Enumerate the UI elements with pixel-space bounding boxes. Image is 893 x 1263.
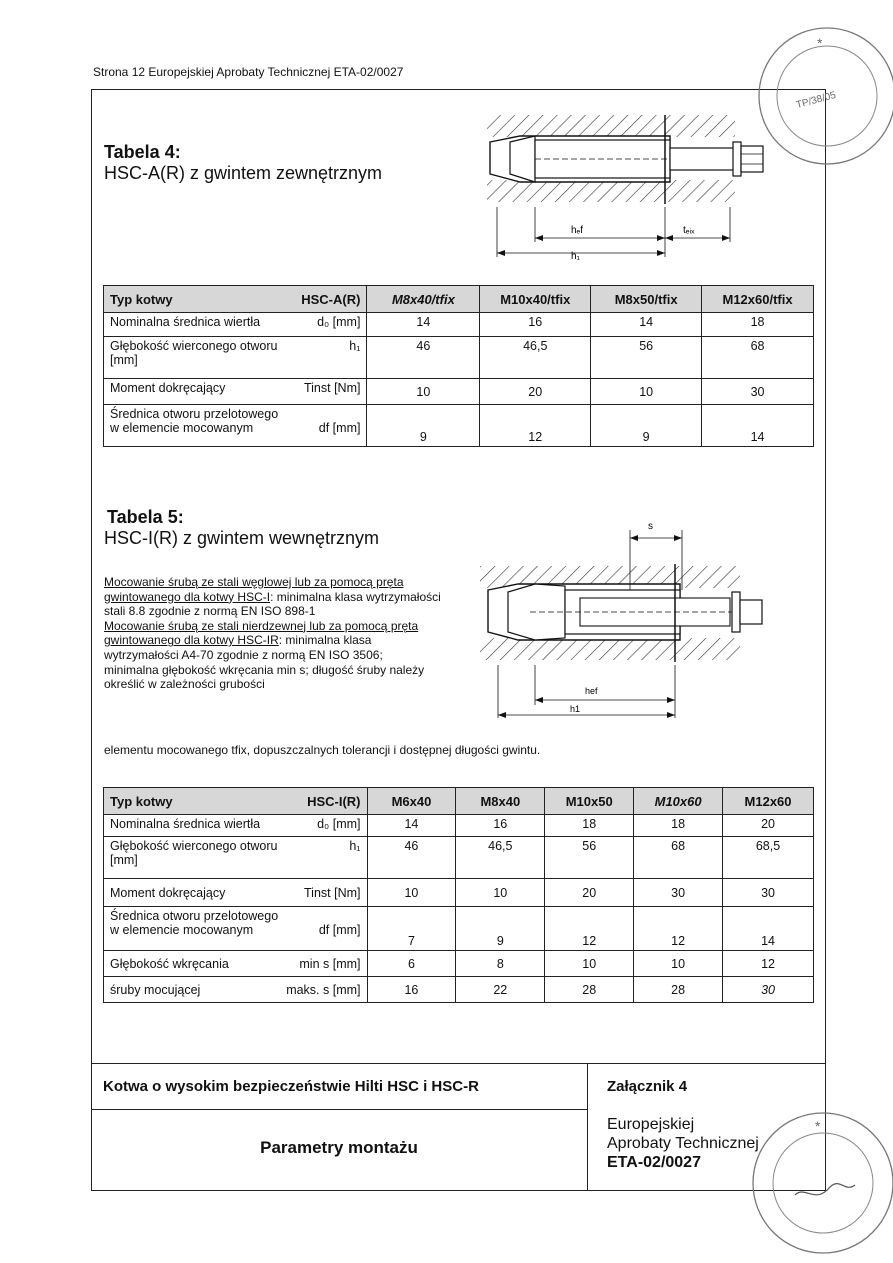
table-row: Głębokość wierconego otworu h₁ [mm] 46 46,5 56 68 68,5 bbox=[104, 837, 814, 879]
signature-icon bbox=[795, 1184, 855, 1195]
table5-subtitle: HSC-I(R) z gwintem wewnętrznym bbox=[104, 528, 380, 548]
table5-col: M8x40 bbox=[456, 788, 545, 815]
footer-vertical-divider bbox=[587, 1063, 588, 1191]
table5-col: M10x60 bbox=[634, 788, 723, 815]
diagram-h1-label: h₁ bbox=[571, 251, 580, 262]
hsc-a-diagram bbox=[475, 112, 775, 262]
table4-header-row bbox=[104, 286, 814, 313]
page-header: Strona 12 Europejskiej Aprobaty Technicznej ETA-02/0027 bbox=[93, 65, 404, 79]
table4-col: M10x40/tfix bbox=[480, 286, 591, 313]
table4 bbox=[103, 285, 814, 447]
table5 bbox=[103, 787, 814, 1003]
table-row: Nominalna średnica wiertła d₀ [mm] 14 16 14 18 bbox=[104, 313, 814, 337]
table-row: Moment dokręcający Tinst [Nm] 10 10 20 30 30 bbox=[104, 879, 814, 907]
footer-horizontal-divider bbox=[91, 1109, 587, 1110]
table5-header-row bbox=[104, 788, 814, 815]
table5-col: M10x50 bbox=[545, 788, 634, 815]
svg-text:*: * bbox=[815, 1118, 821, 1134]
table4-col: M8x50/tfix bbox=[591, 286, 702, 313]
table4-col: M12x60/tfix bbox=[702, 286, 814, 313]
table-row: Głębokość wierconego otworu h₁ [mm] 46 46,5 56 68 bbox=[104, 337, 814, 379]
table5-col: M6x40 bbox=[367, 788, 456, 815]
table5-note: Mocowanie śrubą ze stali węglowej lub za pomocą pręta gwintowanego dla kotwy HSC-I: minimalna klasa wytrzymałości stali 8.8 zgodnie z normą EN ISO 898-1 Mocowanie śrubą ze stali nierdzewnej lub za pomocą pręta gwintowanego dla kotwy HSC-IR: minimalna klasa wytrzymałości A4-70 zgodnie z normą EN ISO 3506; minimalna głębokość wkręcania min s; długość śruby należy określić w zależności grubości bbox=[104, 575, 441, 692]
diagram-s-label: s bbox=[648, 521, 653, 532]
table4-header-type: Typ kotwy HSC-A(R) bbox=[104, 286, 367, 313]
table-row: Nominalna średnica wiertła d₀ [mm] 14 16 18 18 20 bbox=[104, 815, 814, 837]
table4-subtitle: HSC-A(R) z gwintem zewnętrznym bbox=[104, 163, 383, 183]
table-row: Średnica otworu przelotowego w elemencie mocowanym df [mm] 9 12 9 14 bbox=[104, 405, 814, 447]
table-row: Średnica otworu przelotowego w elemencie mocowanym df [mm] 7 9 12 12 14 bbox=[104, 907, 814, 951]
table-row: Moment dokręcający Tinst [Nm] 10 20 10 30 bbox=[104, 379, 814, 405]
svg-text:*: * bbox=[817, 35, 823, 51]
footer-params: Parametry montażu bbox=[260, 1138, 418, 1157]
stamp-number: TP/38/05 bbox=[795, 89, 838, 112]
diagram-h1-label: h1 bbox=[570, 704, 581, 714]
table5-title: Tabela 5: bbox=[107, 507, 184, 527]
table5-note-tail: elementu mocowanego tfix, dopuszczalnych tolerancji i dostępnej długości gwintu. bbox=[104, 743, 541, 757]
table4-title: Tabela 4: bbox=[104, 142, 181, 162]
footer-divider bbox=[91, 1063, 826, 1064]
diagram-hef-label: hₑf bbox=[571, 225, 584, 236]
table-row: Głębokość wkręcania min s [mm] 6 8 10 10 12 bbox=[104, 951, 814, 977]
translator-stamp-top bbox=[755, 18, 893, 178]
diagram-tfix-label: tₑᵢₓ bbox=[683, 225, 695, 236]
table4-col: M8x40/tfix bbox=[367, 286, 480, 313]
footer-title: Kotwa o wysokim bezpieczeństwie Hilti HSC i HSC-R bbox=[103, 1078, 479, 1095]
footer-annex: Załącznik 4 bbox=[607, 1078, 688, 1095]
footer-org: Europejskiej Aprobaty Technicznej ETA-02/0027 bbox=[607, 1116, 759, 1171]
translator-stamp-bottom bbox=[745, 1095, 893, 1255]
hsc-i-diagram bbox=[470, 520, 775, 720]
table5-col: M12x60 bbox=[723, 788, 814, 815]
table-row: śruby mocującej maks. s [mm] 16 22 28 28 30 bbox=[104, 977, 814, 1003]
diagram-hef-label: hef bbox=[585, 686, 598, 696]
table5-header-type: Typ kotwy HSC-I(R) bbox=[104, 788, 368, 815]
